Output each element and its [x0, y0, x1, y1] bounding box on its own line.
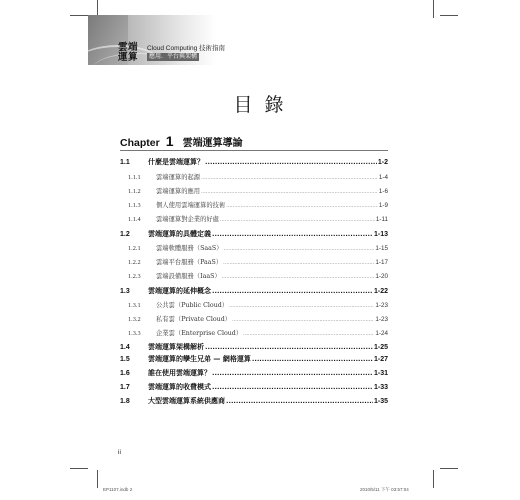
toc-subsection-row[interactable]: [120, 257, 388, 266]
toc-entry-number: 1.1.2: [128, 188, 141, 195]
toc-entry-title: 雲端運算架構解析: [148, 343, 204, 351]
toc-leader-dots: [223, 260, 374, 266]
toc-entry-number: 1.2: [120, 231, 130, 238]
toc-entry-title: 雲端運算的收費模式: [148, 383, 211, 391]
toc-entry-page: 1-13: [373, 231, 388, 238]
toc-entry-number: 1.3.1: [128, 302, 141, 309]
toc-entry-title: 公共雲（Public Cloud）: [156, 302, 229, 309]
toc-entry-page: 1-24: [375, 330, 388, 337]
toc-section-row[interactable]: [120, 354, 388, 364]
toc-leader-dots: [205, 343, 373, 351]
toc-leader-dots: [205, 158, 377, 166]
footer-right: 2010/5/11 下午 03:57:04: [360, 487, 409, 492]
toc-entry-title: 私有雲（Private Cloud）: [156, 316, 232, 323]
toc-subsection-row[interactable]: [120, 200, 388, 209]
toc-entry-page: 1-25: [373, 344, 388, 351]
toc-section-row[interactable]: [120, 396, 388, 406]
page-folio: ii: [118, 449, 121, 456]
crop-mark-top-left-h: [70, 15, 88, 16]
toc-entry-number: 1.1: [120, 159, 130, 166]
toc-entry-title: 雲端軟體服務（SaaS）: [156, 245, 223, 252]
toc-subsection-row[interactable]: [120, 314, 388, 323]
brand-subtitle: Cloud Computing 技術指南: [147, 45, 226, 52]
toc-entry-number: 1.2.3: [128, 273, 141, 280]
toc-leader-dots: [220, 217, 375, 223]
toc-entry-number: 1.4: [120, 344, 130, 351]
toc-entry-page: 1-31: [373, 370, 388, 377]
toc-section-row[interactable]: [120, 286, 388, 296]
toc-entry-number: 1.3.3: [128, 330, 141, 337]
toc-entry-title: 雲端運算的具體定義: [148, 230, 211, 238]
toc-entry-title: 雲端運算的起源: [156, 174, 201, 181]
toc-entry-number: 1.1.3: [128, 202, 141, 209]
crop-mark-bottom-left-h: [70, 468, 88, 469]
toc-subsection-row[interactable]: [120, 243, 388, 252]
toc-entry-page: 1-35: [373, 398, 388, 405]
toc-entry-page: 1-23: [375, 316, 388, 323]
toc-subsection-row[interactable]: [120, 186, 388, 195]
toc-leader-dots: [201, 175, 378, 181]
toc-entry-title: 什麼是雲端運算？: [148, 158, 204, 166]
toc-section-row[interactable]: [120, 368, 388, 378]
toc-leader-dots: [252, 355, 373, 363]
toc-leader-dots: [232, 317, 374, 323]
toc-entry-number: 1.7: [120, 384, 130, 391]
toc-entry-page: 1-2: [377, 159, 388, 166]
toc-leader-dots: [212, 230, 373, 238]
toc-subsection-row[interactable]: [120, 172, 388, 181]
toc-entry-page: 1-15: [375, 245, 388, 252]
toc-entry-title: 雲端運算的應用: [156, 188, 201, 195]
toc-leader-dots: [212, 287, 373, 295]
toc-leader-dots: [212, 369, 373, 377]
toc-entry-title: 個人使用雲端運算的技術: [156, 202, 226, 209]
toc-entry-page: 1-27: [373, 356, 388, 363]
toc-leader-dots: [212, 383, 373, 391]
chapter-divider: [120, 150, 388, 151]
toc-leader-dots: [229, 303, 374, 309]
chapter-label: Chapter: [120, 137, 160, 149]
toc-entry-page: 1-11: [375, 216, 388, 223]
toc-entry-title: 企業雲（Enterprise Cloud）: [156, 330, 243, 337]
toc-subsection-row[interactable]: [120, 271, 388, 280]
toc-entry-title: 雲端平台服務（PaaS）: [156, 259, 223, 266]
crop-mark-bottom-left-v: [97, 470, 98, 488]
toc-entry-page: 1-22: [373, 288, 388, 295]
toc-leader-dots: [201, 189, 378, 195]
page-title: 目 錄: [233, 94, 287, 116]
toc-entry-number: 1.1.4: [128, 216, 141, 223]
toc-leader-dots: [224, 246, 375, 252]
brand-tag: 應用．平台與架構: [149, 53, 198, 60]
toc-entry-title: 雲端運算的孿生兄弟 — 網格運算: [148, 355, 251, 363]
toc-entry-number: 1.6: [120, 370, 130, 377]
toc-leader-dots: [243, 331, 374, 337]
toc-leader-dots: [226, 397, 373, 405]
chapter-title: 雲端運算導論: [182, 138, 243, 149]
crop-mark-bottom-right-h: [440, 468, 458, 469]
toc-entry-page: 1-23: [375, 302, 388, 309]
toc-entry-title: 大型雲端運算系統供應商: [148, 397, 225, 405]
toc-entry-title: 誰在使用雲端運算？: [148, 369, 211, 377]
toc-entry-number: 1.2.1: [128, 245, 141, 252]
toc-entry-page: 1-4: [378, 174, 388, 181]
toc-entry-title: 雲端設備服務（IaaS）: [156, 273, 221, 280]
crop-mark-top-right-h: [440, 15, 458, 16]
toc-entry-number: 1.5: [120, 356, 130, 363]
crop-mark-top-right-v: [433, 0, 434, 18]
chapter-number: 1: [165, 133, 174, 149]
toc-entry-number: 1.1.1: [128, 174, 141, 181]
toc-leader-dots: [226, 203, 378, 209]
toc-subsection-row[interactable]: [120, 328, 388, 337]
toc-section-row[interactable]: [120, 157, 388, 167]
brand-title: 雲端 運算: [118, 42, 139, 63]
toc-section-row[interactable]: [120, 382, 388, 392]
toc-entry-page: 1-33: [373, 384, 388, 391]
toc-subsection-row[interactable]: [120, 214, 388, 223]
toc-entry-page: 1-6: [378, 188, 388, 195]
toc-entry-title: 雲端運算的延伸概念: [148, 287, 211, 295]
chapter-heading: [120, 131, 243, 150]
toc-entry-page: 1-9: [378, 202, 388, 209]
toc-entry-number: 1.3: [120, 288, 130, 295]
toc-entry-page: 1-20: [375, 273, 388, 280]
toc-section-row[interactable]: [120, 229, 388, 239]
toc-entry-number: 1.8: [120, 398, 130, 405]
toc-entry-number: 1.3.2: [128, 316, 141, 323]
toc-entry-page: 1-17: [375, 259, 388, 266]
toc-leader-dots: [222, 274, 375, 280]
toc-entry-number: 1.2.2: [128, 259, 141, 266]
toc-subsection-row[interactable]: [120, 300, 388, 309]
toc-section-row[interactable]: [120, 342, 388, 352]
toc-entry-title: 雲端運算對企業的好處: [156, 216, 219, 223]
crop-mark-bottom-right-v: [433, 470, 434, 488]
footer-left: EP1107.indb 2: [103, 487, 133, 492]
